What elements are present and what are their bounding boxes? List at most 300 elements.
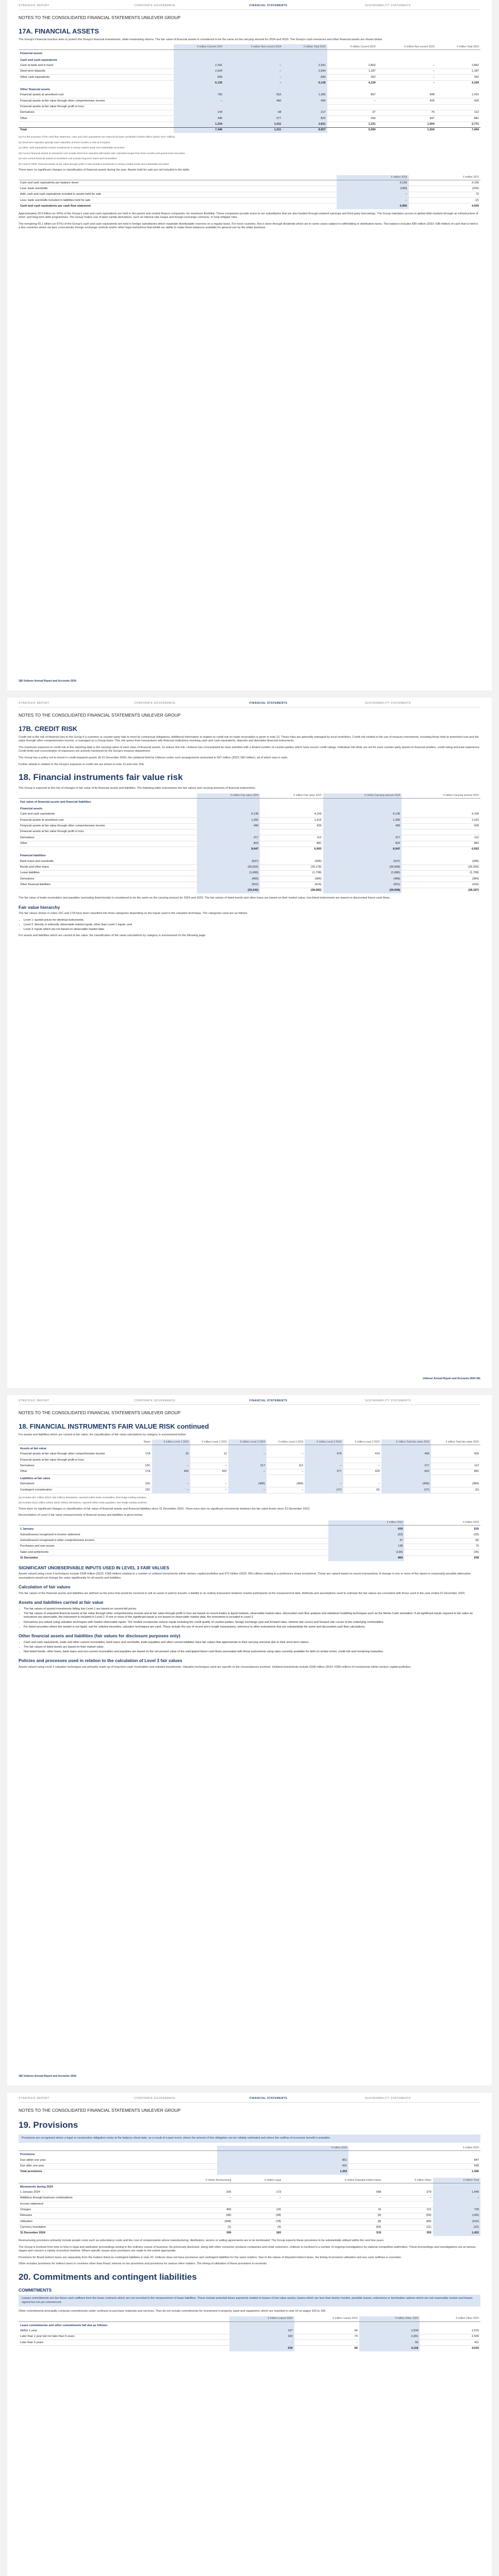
column-header: € million Other 2024 [359, 2316, 420, 2321]
row-label: 1 January [20, 1528, 34, 1531]
page-footer [19, 680, 480, 683]
nav-strategic-report[interactable]: STRATEGIC REPORT [19, 702, 49, 705]
table-row [19, 852, 480, 859]
row-label: Cash and cash equivalents per balance sheet [19, 180, 337, 186]
footer-text: 180 Unilever Annual Report and Accounts 2024 [19, 680, 76, 683]
table-cell: 7,494 [436, 127, 480, 133]
table-cell: – [224, 63, 282, 69]
para-reconciliation: Reconciliation of Level 3 fair value measurements of financial assets and liabilities is given below: [19, 1514, 143, 1517]
table-row [19, 2334, 480, 2340]
table-cell [283, 86, 327, 93]
table-cell: (28,082) [260, 888, 323, 893]
section-title-19: 19. Provisions [19, 2120, 78, 2130]
column-header: € million Other 2023 [420, 2316, 480, 2321]
nav-corporate-governance[interactable]: CORPORATE GOVERNANCE [134, 1399, 176, 1402]
table-cell: – [232, 2195, 282, 2201]
table-cell [348, 2151, 480, 2158]
table-body [19, 2321, 480, 2351]
table-cell: 1,515 [420, 2329, 480, 2334]
nav-sustainability-statements[interactable]: SUSTAINABILITY STATEMENTS [365, 702, 411, 705]
financial-assets-table [19, 44, 480, 133]
nav-corporate-governance[interactable]: CORPORATE GOVERNANCE [134, 4, 176, 7]
table-cell [228, 1445, 267, 1451]
table-cell: 429 [343, 1469, 381, 1475]
table-cell: 2,862 [327, 63, 377, 69]
table-cell: 2,341 [283, 63, 327, 69]
table-cell: 466 [160, 2207, 232, 2213]
table-cell [382, 2183, 433, 2190]
table-cell: – [152, 1482, 190, 1487]
row-label: Other financial liabilities [19, 882, 197, 888]
table-cell: (516) [433, 2219, 480, 2225]
table-cell: 838 [404, 1555, 480, 1561]
para-restructuring: Restructuring provisions primarily include people costs such as redundancy costs and the cost of compensation where manufacturing, distribution, service or selling agreements are to be terminated. The Group expects these provisions to be substantially utilised within the next few years. [19, 2239, 385, 2243]
significant-inputs-text: Assets valued using Level 3 techniques include €338 million (2023: €289 million) relating to a number of unlisted investments within venture capital portfolios and €70 million (2023: €56 million) relating to a preference share investment. These are valued based on recent transactions. A change in one or more of the inputs to reasonably possible alternative assumptions would not change the value significantly for all assets and liabilities. [19, 1572, 471, 1580]
row-label: Movements during 2024 [20, 2185, 53, 2189]
row-label: Fair value of financial assets and financial liabilities [20, 801, 91, 804]
table-cell: (8) [404, 1538, 480, 1544]
fair-value-table [19, 793, 480, 894]
table-cell: 839 [283, 75, 327, 80]
table-cell: 37 [327, 110, 377, 115]
table-cell [197, 852, 260, 859]
column-header: € million 2024 [217, 2146, 349, 2151]
table-cell: (33) [328, 1532, 405, 1538]
nav-sustainability-statements[interactable]: SUSTAINABILITY STATEMENTS [365, 1399, 411, 1402]
table-cell [327, 57, 377, 63]
nav-sustainability-statements[interactable]: SUSTAINABILITY STATEMENTS [365, 4, 411, 7]
table-body [19, 49, 480, 133]
list-item: • Cash and cash equivalents, trade and other current receivables, bank loans and overdrafts, trade payables and other current liabilities have fair values that approximate to their carrying amounts due to their short-term nature. [24, 1641, 480, 1645]
table-cell: 426 [436, 98, 480, 104]
table-row [19, 2207, 480, 2213]
table-cell: 4,009 [409, 204, 481, 209]
para-no-changes: There were no significant changes in classification of fair value of financial assets and financial liabilities since 31 December 2023. There were also no significant movements between the fair value levels since 31 December 2023. [19, 1507, 310, 1511]
table-cell: 552 [224, 93, 282, 98]
table-row [19, 2195, 480, 2201]
table-cell: (1) [160, 2225, 232, 2230]
table-cell [283, 49, 327, 56]
row-label [19, 2346, 229, 2351]
table-cell: 490 [197, 823, 260, 829]
table-cell: (396) [260, 859, 323, 865]
nav-financial-statements[interactable]: FINANCIAL STATEMENTS [250, 4, 288, 7]
table-row [19, 2151, 480, 2158]
table-cell: (28,187) [402, 888, 480, 893]
table-cell: – [224, 80, 282, 86]
table-row [19, 80, 480, 86]
table-row [19, 2201, 480, 2207]
table-cell [224, 49, 282, 56]
table-head [19, 2316, 480, 2321]
page-2 [7, 698, 492, 1388]
row-label: Cash and cash equivalents [19, 812, 197, 818]
table-cell: 112 [431, 1463, 480, 1469]
table-cell [433, 2183, 480, 2190]
table-cell: (416) [402, 882, 480, 888]
table-cell [174, 49, 224, 56]
table-cell [190, 1445, 228, 1451]
row-label: Financial assets [20, 807, 43, 810]
table-cell: (4) [232, 2225, 282, 2230]
table-cell [197, 799, 260, 805]
table-cell: – [190, 1463, 228, 1469]
para-credit-2: The maximum exposure to credit risk at the reporting date is the carrying value of each class of financial assets. To reduce this risk, Unilever has concentrated its main activities with a limited number of counter-parties which have secure credit ratings. Individual risk limits are set for each counter-party based on financial position, credit rating and past experience. Credit limits and concentration of exposures are actively monitored by the Group's treasury department. [19, 745, 480, 753]
table-cell [267, 1445, 305, 1451]
level3-reconciliation-table [19, 1520, 480, 1561]
table-cell [232, 2183, 282, 2190]
policies-title: Policies and processes used in relation to the calculation of Level 3 fair values [19, 1658, 182, 1664]
table-cell [190, 1475, 228, 1482]
table-row [19, 2158, 480, 2163]
table-cell: (29,908) [323, 888, 402, 893]
table-cell: 262 [436, 75, 480, 80]
table-cell: 860 [328, 1555, 405, 1561]
table-head [19, 2146, 480, 2151]
table-cell: 6,993 [402, 846, 480, 852]
table-cell: 217 [197, 835, 260, 841]
table-row [19, 204, 480, 209]
row-label: Bank loans and overdrafts [19, 859, 197, 865]
footnote: (e) Non-current financial assets at amortised cost include long-term loans and receivables. [19, 158, 118, 161]
table-row [19, 2169, 480, 2175]
table-cell [139, 1445, 152, 1451]
table-cell [402, 799, 480, 805]
row-label: Cash and cash equivalents per cash flow statement [19, 204, 337, 209]
table-cell: – [433, 2195, 480, 2201]
nav-corporate-governance[interactable]: CORPORATE GOVERNANCE [134, 2097, 176, 2100]
table-cell: – [327, 98, 377, 104]
nav-financial-statements[interactable]: FINANCIAL STATEMENTS [250, 702, 288, 705]
table-cell [190, 1458, 228, 1463]
table-cell: – [152, 1487, 190, 1493]
table-cell: 1,446 [433, 2190, 480, 2196]
table-cell: (2) [409, 198, 481, 204]
table-row [19, 1452, 480, 1458]
table-cell: 4,159 [327, 80, 377, 86]
table-cell [152, 1445, 190, 1451]
row-label: Gains/(losses) recognised in income statement [19, 1532, 328, 1538]
table-cell: 399 [160, 2230, 232, 2236]
table-row [19, 1555, 480, 1561]
table-cell: – [377, 69, 436, 75]
table-cell: (466) [197, 876, 260, 882]
row-label: Total provisions [19, 2169, 217, 2175]
table-cell: 4,159 [402, 812, 480, 818]
table-row [19, 127, 480, 133]
column-header: € million Level 3 2024 [305, 1439, 343, 1445]
assets-liabilities-title: Assets and liabilities carried at fair value [19, 1600, 104, 1605]
column-header [19, 2316, 229, 2321]
table-cell [267, 1475, 305, 1482]
table-cell [282, 2201, 382, 2207]
section-title-17b: 17B. CREDIT RISK [19, 725, 78, 733]
table-row [19, 865, 480, 870]
table-cell: 1,504 [377, 127, 436, 133]
table-cell: 426 [431, 1452, 480, 1458]
table-cell: 881 [402, 841, 480, 846]
table-head [19, 2178, 480, 2183]
list-item: • The fair values of unquoted financial assets at fair value through other comprehensive income and at fair value through profit or loss are based on recent trades in liquid markets, observable market rates, discounted cash flow analysis and statistical modelling techniques such as the Monte Carlo simulation. If all significant inputs required to fair value an instrument are observable, the instrument is included in Level 2. If one or more of the significant inputs is not based on observable market data, the instrument is included in Level 3. [24, 1612, 480, 1620]
table-cell: 822 [323, 841, 402, 846]
table-cell: 2,811 [283, 122, 327, 127]
table-cell [232, 2201, 282, 2207]
table-row [19, 63, 480, 69]
table-cell: (84) [382, 2219, 433, 2225]
table-cell: (466) [228, 1482, 267, 1487]
column-header: € million Leases 2024 [229, 2316, 294, 2321]
table-cell: 15C [139, 1463, 152, 1469]
table-cell: 355 [382, 2230, 433, 2236]
column-header: € million Level 3 2023 [343, 1439, 381, 1445]
table-cell [402, 852, 480, 859]
table-row [19, 2321, 480, 2328]
list-item: • Non-listed bonds, other loans, bank loans and non-current receivables and payables are based on the net present value of the anticipated future cash flows associated with these instruments using rates currently available for debt on similar terms, credit risk and remaining maturities. [24, 1650, 480, 1654]
row-label: Financial assets at fair value through other comprehensive income [19, 98, 174, 104]
table-cell: (22) [433, 2225, 480, 2230]
table-cell: 377 [224, 116, 282, 122]
table-head [19, 44, 480, 49]
table-cell: (17) [381, 1487, 431, 1493]
table-cell: – [160, 2195, 232, 2201]
table-cell: (11) [382, 2225, 433, 2230]
table-cell: – [343, 1463, 381, 1469]
column-header: € million 2023 [409, 175, 481, 180]
table-cell: – [377, 80, 436, 86]
table-cell: – [337, 198, 408, 204]
table-cell [327, 86, 377, 93]
table-cell [436, 57, 480, 63]
table-cell: 7,446 [174, 127, 224, 133]
table-cell [431, 1475, 480, 1482]
table-cell: 6,993 [260, 846, 323, 852]
table-cell: 2,530 [420, 2334, 480, 2340]
table-cell [282, 2183, 382, 2190]
nav-strategic-report[interactable]: STRATEGIC REPORT [19, 4, 49, 7]
row-label: Due after one year [19, 2163, 217, 2169]
row-label: Financial liabilities [20, 854, 46, 858]
table-cell: 4,516 [420, 2346, 480, 2351]
row-label: Contingent consideration [19, 1487, 139, 1493]
table-cell: 1,634 [359, 2329, 420, 2334]
table-cell: – [282, 2195, 382, 2201]
footnote: (d) Current financial assets at amortised cost include short-term deposits with banks with maturities longer than three months and government securities. [19, 152, 186, 155]
table-cell: (220) [409, 186, 481, 192]
table-cell: 1,415 [436, 93, 480, 98]
column-header: € million 2024 [337, 175, 408, 180]
table-cell: (46) [160, 2213, 232, 2218]
fair-value-hierarchy-text: The fair values shown in notes 15C and 17A have been classified into three categories depending on the inputs used in the valuation technique. The categories used are as follows: [19, 912, 248, 916]
table-row [19, 1445, 480, 1451]
column-header: € million Total fair value 2023 [431, 1439, 480, 1445]
table-cell: 1,452 [433, 2230, 480, 2236]
table-cell: (50) [382, 2213, 433, 2218]
nav-financial-statements[interactable]: FINANCIAL STATEMENTS [250, 1399, 288, 1402]
table-row [19, 2183, 480, 2190]
table-cell: – [343, 1482, 381, 1487]
table-cell: 426 [402, 823, 480, 829]
table-cell: 112 [267, 1463, 305, 1469]
table-cell: 490 [224, 98, 282, 104]
table-cell [260, 829, 323, 835]
section-title-17a: 17A. FINANCIAL ASSETS [19, 27, 99, 36]
table-row [19, 198, 480, 204]
table-row [19, 799, 480, 805]
row-label: Total [19, 127, 174, 133]
lease-commitments-table [19, 2316, 480, 2351]
row-label: Derivatives [19, 110, 174, 115]
column-header: € million Level 1 2023 [190, 1439, 228, 1445]
row-label: Derivatives [19, 835, 197, 841]
table-body [19, 1526, 480, 1561]
row-label: Derivatives [19, 1463, 139, 1469]
row-label: Charges [19, 2207, 160, 2213]
table-cell [381, 1458, 431, 1463]
nav-sustainability-statements[interactable]: SUSTAINABILITY STATEMENTS [365, 2097, 411, 2100]
report-nav [19, 702, 480, 707]
column-header: € million 2023 [404, 1520, 480, 1526]
table-row [19, 829, 480, 835]
intro-text: The Group's Financial function aims to protect the Group's financial investments, while maximising returns. The fair value of financial assets is considered to be the same as the carrying amount for 2024 and 2023. The Group's cash resources and other financial assets are shown below. [19, 38, 383, 41]
nav-strategic-report[interactable]: STRATEGIC REPORT [19, 1399, 49, 1402]
row-label: Provisions [20, 2153, 35, 2157]
table-cell: 1,187 [327, 69, 377, 75]
table-cell: 4,159 [260, 812, 323, 818]
table-cell: (26,002) [197, 865, 260, 870]
table-cell: 94 [294, 2329, 359, 2334]
table-cell [197, 829, 260, 835]
para-fair-value-intro: The Group is exposed to the risk of changes in fair value of its financial assets and liabilities. The following table summarises the fair values and carrying amounts of financial instruments. [19, 786, 256, 790]
table-cell: 183 [232, 2230, 282, 2236]
table-cell: (78) [232, 2219, 282, 2225]
footnote: (a) Includes €97 million (2023: €82 million) derivatives, reported within trade receivables, that hedge trading activities. [19, 1496, 147, 1499]
table-cell: (416) [260, 882, 323, 888]
row-label: Cash at bank and in hand [19, 63, 174, 69]
table-cell: 74 [294, 2334, 359, 2340]
para-brazil-tax: Provisions for Brazil indirect taxes are separately from the matters listed as contingent liabilities in note 20. Unilever does not have provisions and contingent liabilities for the same matters. Due to the nature of disputed indirect taxes, the timing of provision utilisation and any cash outflows is uncertain. [19, 2256, 402, 2259]
column-header: € million 2023 [348, 2146, 480, 2151]
row-label: Later than 1 year but not later than 5 years [19, 2334, 229, 2340]
table-cell [160, 2183, 232, 2190]
table-cell: 730 [174, 93, 224, 98]
table-cell: 2,934 [174, 69, 224, 75]
column-header [19, 1439, 139, 1445]
table-row [19, 110, 480, 115]
table-cell: 1,415 [260, 818, 323, 823]
para-cash-held-foreign: The remaining €5.1 billion (or 87%) of the Group's cash and cash equivalents are held in foreign subsidiaries which repatriate distributable reserves on a regular basis. For most countries, this is done through dividends which are in some cases subject to withholding or distribution taxes. This balance includes €80 million (2023: €98 million) of cash that is held in a few countries where we face cross-border foreign exchange controls and/or other legal restrictions that inhibit our ability to make these balances available for general use by the wider business. [19, 222, 478, 230]
table-cell: 47 [328, 1538, 405, 1544]
table-row [19, 2213, 480, 2218]
row-label: Other [19, 1469, 139, 1475]
column-header: € million Total 2024 [283, 44, 327, 49]
table-row [19, 870, 480, 876]
table-cell [431, 1445, 480, 1451]
table-head [19, 793, 480, 799]
column-header: € million 2024 [328, 1520, 405, 1526]
table-cell: – [382, 2195, 433, 2201]
row-label [19, 122, 174, 127]
table-cell: 377 [305, 1469, 343, 1475]
nav-financial-statements[interactable]: FINANCIAL STATEMENTS [250, 2097, 288, 2100]
table-row [19, 1532, 480, 1538]
table-row [19, 823, 480, 829]
table-cell: 445 [174, 116, 224, 122]
fair-value-hierarchy-text-2: For assets and liabilities which are carried at fair value, the classification of fair value calculations by category is summarised on the following page. [19, 934, 206, 938]
para-other: Other includes provisions for indirect taxes in countries other than Brazil, interest on tax provisions and provisions for various other matters. The timing of utilisation of these provisions is uncertain. [19, 2262, 268, 2266]
table-cell: 138 [328, 1544, 405, 1549]
table-row [19, 1458, 480, 1463]
table-row [19, 835, 480, 841]
table-cell [174, 86, 224, 93]
row-label: 31 December 2024 [19, 2230, 160, 2236]
table-cell [377, 104, 436, 110]
table-cell: 217 [228, 1463, 267, 1469]
table-cell [283, 104, 327, 110]
table-cell: 530 [229, 2346, 294, 2351]
table-cell [260, 852, 323, 859]
table-cell: 1,511 [224, 127, 282, 133]
table-cell: (384) [267, 1482, 305, 1487]
page-footer [19, 1377, 480, 1381]
table-row [19, 876, 480, 882]
table-cell: (8) [282, 2219, 382, 2225]
column-header: € million Other [382, 2178, 433, 2183]
table-cell [377, 49, 436, 56]
table-cell: 2,341 [174, 63, 224, 69]
row-label: Releases [19, 2213, 160, 2218]
row-label: Derivatives [19, 1482, 139, 1487]
table-row [19, 859, 480, 865]
table-cell: 490 [323, 823, 402, 829]
nav-strategic-report[interactable]: STRATEGIC REPORT [19, 2097, 49, 2100]
table-cell: (25,283) [402, 865, 480, 870]
table-row [19, 1526, 480, 1532]
table-cell: 15C [139, 1482, 152, 1487]
table-cell: 822 [197, 841, 260, 846]
table-cell: 490 [381, 1452, 431, 1458]
table-cell: 8,947 [197, 846, 260, 852]
row-label: Liabilities at fair value [20, 1477, 51, 1481]
table-cell: 548 [377, 93, 436, 98]
table-cell: – [174, 98, 224, 104]
table-body [19, 180, 480, 209]
nav-corporate-governance[interactable]: CORPORATE GOVERNANCE [134, 702, 176, 705]
table-row [19, 86, 480, 93]
table-row [19, 104, 480, 110]
page-4 [7, 2093, 492, 2576]
row-label: Due within one year [19, 2158, 217, 2163]
table-cell: (180) [337, 186, 408, 192]
table-row [19, 49, 480, 56]
header-row [19, 2316, 480, 2321]
column-header [19, 2146, 217, 2151]
table-cell: (29,242) [197, 888, 260, 893]
section-title-18: 18. Financial instruments fair value risk [19, 772, 183, 783]
table-cell: 5,990 [327, 127, 377, 133]
table-cell [174, 104, 224, 110]
row-label: Financial assets at amortised cost [19, 93, 174, 98]
table-cell: 17A [139, 1469, 152, 1475]
table-cell: 217 [283, 110, 327, 115]
para-credit-4: Further details in relation to the Group's exposure to credit risk are shown in note 13 and note 15A. [19, 762, 145, 766]
table-cell: – [228, 1469, 267, 1475]
table-cell [327, 49, 377, 56]
table-head [19, 1520, 480, 1526]
table-row [19, 2340, 480, 2346]
row-label: Other [19, 116, 174, 122]
page-1 [7, 0, 492, 690]
table-cell [343, 1458, 381, 1463]
